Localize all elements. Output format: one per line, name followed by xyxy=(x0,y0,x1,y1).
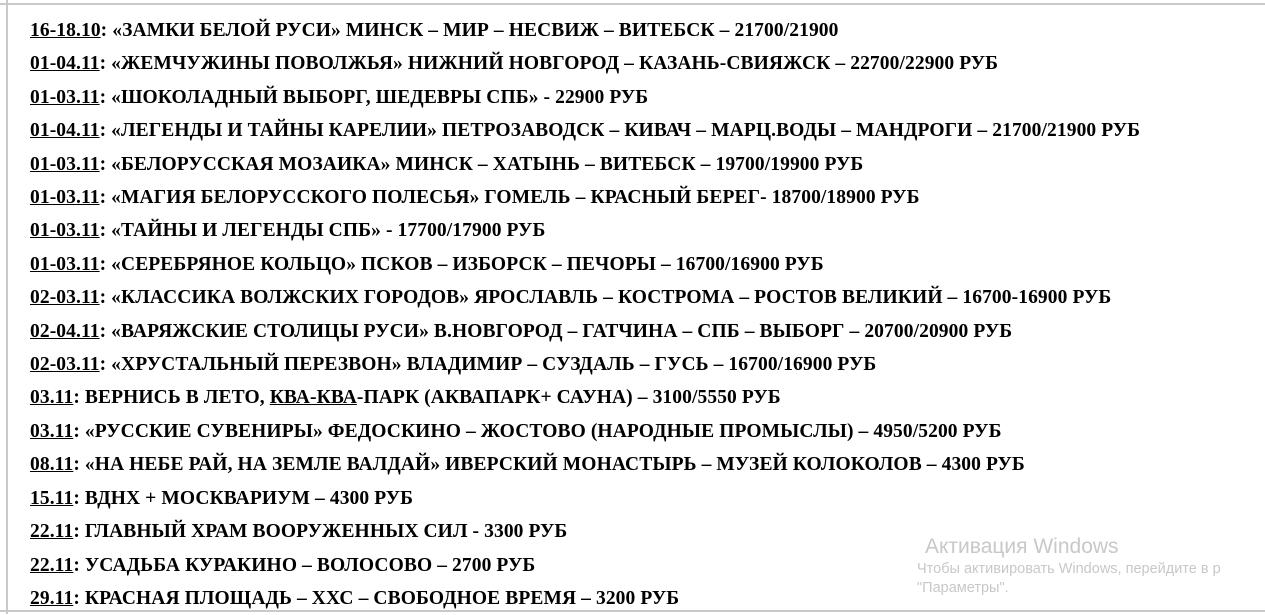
list-item xyxy=(30,348,1265,381)
entry-text: : ВЕРНИСЬ В ЛЕТО, xyxy=(73,387,270,409)
entry-text-underlined: КВА-КВА xyxy=(269,387,357,409)
list-item xyxy=(30,315,1265,348)
bottom-divider xyxy=(0,610,1265,612)
list-item xyxy=(30,181,1265,214)
watermark-line-1: Чтобы активировать Windows, перейдите в р xyxy=(917,561,1221,577)
entry-date: 01-03.11 xyxy=(30,187,100,209)
entry-date: 01-03.11 xyxy=(30,86,100,108)
watermark-line-2: "Параметры". xyxy=(917,580,1009,596)
entry-date: 03.11 xyxy=(30,387,74,409)
top-divider xyxy=(0,3,1265,5)
entry-text: : «ТАЙНЫ И ЛЕГЕНДЫ СПБ» - 17700/17900 РУБ xyxy=(99,220,546,242)
tour-list xyxy=(0,14,1265,615)
entry-date: 16-18.10 xyxy=(30,20,101,41)
list-item xyxy=(30,81,1265,114)
entry-date: 22.11 xyxy=(30,554,74,576)
list-item xyxy=(30,381,1265,414)
list-item xyxy=(30,214,1265,247)
entry-text: : «МАГИЯ БЕЛОРУССКОГО ПОЛЕСЬЯ» ГОМЕЛЬ – КРАСНЫЙ БЕРЕГ- 18700/18900 РУБ xyxy=(99,187,920,209)
entry-date: 01-04.11 xyxy=(30,120,100,142)
list-item xyxy=(30,482,1265,515)
list-item xyxy=(30,281,1265,314)
list-item xyxy=(30,14,1265,47)
entry-text: : КРАСНАЯ ПЛОЩАДЬ – ХХС – СВОБОДНОЕ ВРЕМЯ – 3200 РУБ xyxy=(73,587,680,609)
entry-text: : «НА НЕБЕ РАЙ, НА ЗЕМЛЕ ВАЛДАЙ» ИВЕРСКИЙ МОНАСТЫРЬ – МУЗЕЙ КОЛОКОЛОВ – 4300 РУБ xyxy=(73,454,1025,476)
entry-text: : «РУССКИЕ СУВЕНИРЫ» ФЕДОСКИНО – ЖОСТОВО (НАРОДНЫЕ ПРОМЫСЛЫ) – 4950/5200 РУБ xyxy=(73,420,1002,442)
entry-date: 01-03.11 xyxy=(30,153,100,175)
entry-text: : ВДНХ + МОСКВАРИУМ – 4300 РУБ xyxy=(73,487,414,509)
list-item xyxy=(30,549,1265,582)
entry-text: : «ВАРЯЖСКИЕ СТОЛИЦЫ РУСИ» В.НОВГОРОД – ГАТЧИНА – СПБ – ВЫБОРГ – 20700/20900 РУБ xyxy=(99,320,1013,342)
entry-date: 01-04.11 xyxy=(30,53,100,75)
entry-text: : «БЕЛОРУССКАЯ МОЗАИКА» МИНСК – ХАТЫНЬ – ВИТЕБСК – 19700/19900 РУБ xyxy=(99,153,864,175)
entry-date: 02-03.11 xyxy=(30,287,100,309)
entry-text: : «СЕРЕБРЯНОЕ КОЛЬЦО» ПСКОВ – ИЗБОРСК – ПЕЧОРЫ – 16700/16900 РУБ xyxy=(99,253,824,275)
entry-text: : «ЗАМКИ БЕЛОЙ РУСИ» МИНСК – МИР – НЕСВИЖ – ВИТЕБСК – 21700/21900 xyxy=(100,20,839,41)
list-item xyxy=(30,515,1265,548)
entry-text: : «ЛЕГЕНДЫ И ТАЙНЫ КАРЕЛИИ» ПЕТРОЗАВОДСК – КИВАЧ – МАРЦ.ВОДЫ – МАНДРОГИ – 21700/21900 РУБ xyxy=(99,120,1141,142)
list-item xyxy=(30,248,1265,281)
entry-date: 22.11 xyxy=(30,521,74,543)
entry-date: 15.11 xyxy=(30,487,74,509)
list-item xyxy=(30,415,1265,448)
entry-date: 02-03.11 xyxy=(30,354,100,376)
watermark-title: Активация Windows xyxy=(925,535,1119,558)
list-item xyxy=(30,448,1265,481)
list-item xyxy=(30,148,1265,181)
entry-date: 01-03.11 xyxy=(30,253,100,275)
entry-text: : ГЛАВНЫЙ ХРАМ ВООРУЖЕННЫХ СИЛ - 3300 РУБ xyxy=(73,521,568,543)
entry-date: 01-03.11 xyxy=(30,220,100,242)
entry-text: : УСАДЬБА КУРАКИНО – ВОЛОСОВО – 2700 РУБ xyxy=(73,554,536,576)
entry-date: 29.11 xyxy=(30,587,74,609)
entry-text: : «ХРУСТАЛЬНЫЙ ПЕРЕЗВОН» ВЛАДИМИР – СУЗДАЛЬ – ГУСЬ – 16700/16900 РУБ xyxy=(99,354,877,376)
entry-text: : «КЛАССИКА ВОЛЖСКИХ ГОРОДОВ» ЯРОСЛАВЛЬ – КОСТРОМА – РОСТОВ ВЕЛИКИЙ – 16700-16900 РУБ xyxy=(99,287,1112,309)
list-item xyxy=(30,114,1265,147)
list-item xyxy=(30,47,1265,80)
entry-text-tail: -ПАРК (АКВАПАРК+ САУНА) – 3100/5550 РУБ xyxy=(356,387,781,409)
entry-text: : «ШОКОЛАДНЫЙ ВЫБОРГ, ШЕДЕВРЫ СПБ» - 22900 РУБ xyxy=(99,86,649,108)
entry-date: 08.11 xyxy=(30,454,74,476)
entry-date: 02-04.11 xyxy=(30,320,100,342)
entry-date: 03.11 xyxy=(30,420,74,442)
entry-text: : «ЖЕМЧУЖИНЫ ПОВОЛЖЬЯ» НИЖНИЙ НОВГОРОД – КАЗАНЬ-СВИЯЖСК – 22700/22900 РУБ xyxy=(99,53,999,75)
